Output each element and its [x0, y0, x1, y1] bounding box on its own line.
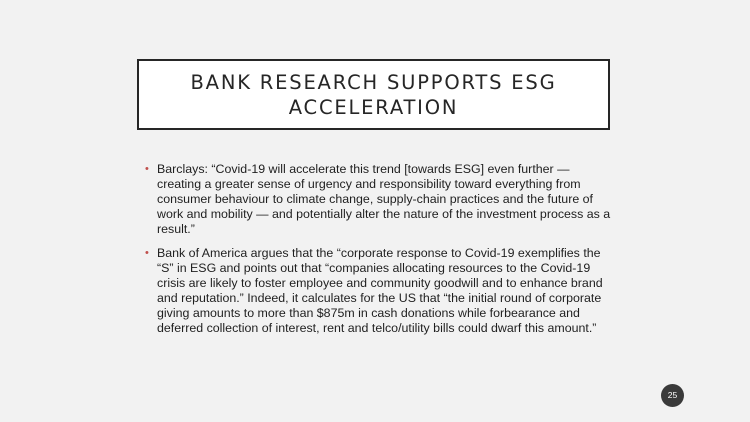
bullet-text: Barclays: “Covid-19 will accelerate this trend [towards ESG] even further — creating a greater sense of urgency and responsibility toward everything from consumer behaviour to climate change, supply-chain practices and the future of work and mobility — and potentially alter the nature of the investment process as a result.” — [157, 162, 611, 236]
bullet-dot-icon: • — [145, 163, 149, 175]
bullet-dot-icon: • — [145, 247, 149, 259]
bullet-list — [145, 162, 615, 345]
bullet-item-barclays — [145, 162, 615, 237]
bullet-text: Bank of America argues that the “corporate response to Covid-19 exemplifies the “S” in ESG and points out that “companies allocating resources to the Covid-19 crisis are likely to foster employee and community goodwill and to enhance brand and reputation.” Indeed, it calculates for the US that “the initial round of corporate giving amounts to more than $875m in cash donations while forbearance and deferred collection of interest, rent and telco/utility bills could dwarf this amount.” — [157, 246, 603, 335]
slide-title-box — [137, 59, 610, 130]
page-number-badge: 25 — [661, 384, 684, 407]
slide-title: BANK RESEARCH SUPPORTS ESG ACCELERATION — [190, 70, 557, 119]
bullet-item-bank-of-america — [145, 246, 615, 336]
